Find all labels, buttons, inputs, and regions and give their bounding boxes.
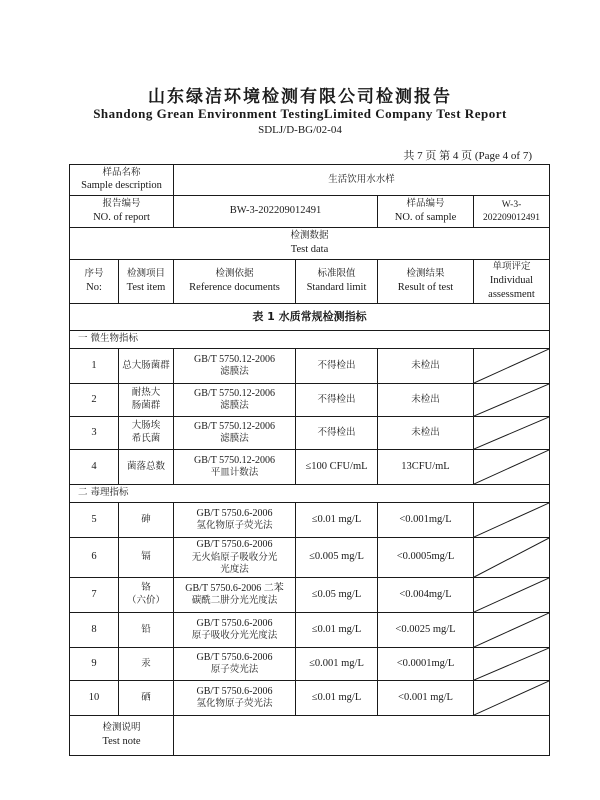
table-row [70, 681, 550, 716]
standard-limit: ≤0.01 mg/L [296, 681, 378, 716]
reference-method: GB/T 5750.6-2006 原子吸收分光光度法 [174, 613, 296, 648]
test-item: 镉 [119, 538, 174, 578]
test-data-label: 检测数据 Test data [70, 228, 550, 260]
test-result: <0.001mg/L [378, 503, 474, 538]
standard-limit: ≤0.01 mg/L [296, 503, 378, 538]
section-row-toxicological [70, 485, 550, 503]
col-header-result: 检测结果 Result of test [378, 260, 474, 304]
row-number: 9 [70, 648, 119, 681]
assessment-blank-cell [474, 538, 550, 578]
table-row [70, 503, 550, 538]
diagonal-line [474, 681, 549, 715]
col-header-assessment: 单项评定 Individual assessment [474, 260, 550, 304]
col-header-reference: 检测依据 Reference documents [174, 260, 296, 304]
note-label: 检测说明 Test note [70, 716, 174, 756]
row-number: 3 [70, 417, 119, 450]
reference-method: GB/T 5750.6-2006 氢化物原子荧光法 [174, 681, 296, 716]
test-result: 未检出 [378, 349, 474, 384]
standard-limit: ≤0.05 mg/L [296, 578, 378, 613]
diagonal-line [474, 450, 549, 484]
sample-number-value: W-3-202209012491 [474, 196, 550, 228]
table-row [70, 648, 550, 681]
test-result: <0.004mg/L [378, 578, 474, 613]
assessment-blank-cell [474, 503, 550, 538]
table-row [70, 613, 550, 648]
standard-limit: ≤0.001 mg/L [296, 648, 378, 681]
test-item: 耐热大 肠菌群 [119, 384, 174, 417]
row-number: 1 [70, 349, 119, 384]
reference-method: GB/T 5750.6-2006 二苯 碳酰二肼分光光度法 [174, 578, 296, 613]
standard-limit: 不得检出 [296, 384, 378, 417]
test-item: 总大肠菌群 [119, 349, 174, 384]
reference-method: GB/T 5750.6-2006 无火焰原子吸收分光 光度法 [174, 538, 296, 578]
row-number: 5 [70, 503, 119, 538]
row-number: 2 [70, 384, 119, 417]
page-info: 共 7 页 第 4 页 (Page 4 of 7) [403, 150, 532, 162]
col-header-limit: 标准限值 Standard limit [296, 260, 378, 304]
reference-method: GB/T 5750.12-2006 滤膜法 [174, 384, 296, 417]
sample-description-value: 生活饮用水水样 [174, 165, 550, 196]
test-result: <0.0005mg/L [378, 538, 474, 578]
toxicological-rows [70, 503, 550, 716]
diagonal-line [474, 384, 549, 416]
test-item: 砷 [119, 503, 174, 538]
assessment-blank-cell [474, 417, 550, 450]
test-item: 铅 [119, 613, 174, 648]
test-item: 汞 [119, 648, 174, 681]
table-row [70, 417, 550, 450]
reference-method: GB/T 5750.12-2006 滤膜法 [174, 349, 296, 384]
note-row [70, 716, 550, 756]
row-number: 8 [70, 613, 119, 648]
diagonal-line [474, 613, 549, 647]
row-number: 6 [70, 538, 119, 578]
table-row [70, 578, 550, 613]
note-value [174, 716, 550, 756]
test-item: 硒 [119, 681, 174, 716]
microbial-rows [70, 349, 550, 485]
standard-limit: ≤0.01 mg/L [296, 613, 378, 648]
test-result: <0.0001mg/L [378, 648, 474, 681]
standard-limit: ≤100 CFU/mL [296, 450, 378, 485]
col-header-item: 检测项目 Test item [119, 260, 174, 304]
standard-limit: 不得检出 [296, 417, 378, 450]
reference-method: GB/T 5750.12-2006 滤膜法 [174, 417, 296, 450]
reference-method: GB/T 5750.12-2006 平皿计数法 [174, 450, 296, 485]
table-row [70, 450, 550, 485]
test-item: 铬 （六价） [119, 578, 174, 613]
report-number-row [70, 196, 550, 228]
reference-method: GB/T 5750.6-2006 氢化物原子荧光法 [174, 503, 296, 538]
row-number: 7 [70, 578, 119, 613]
table-title: 表 1 水质常规检测指标 [70, 304, 550, 331]
diagonal-line [474, 578, 549, 612]
table-title-row [70, 304, 550, 331]
assessment-blank-cell [474, 681, 550, 716]
test-result: <0.0025 mg/L [378, 613, 474, 648]
diagonal-line [474, 503, 549, 537]
table-row [70, 349, 550, 384]
test-result: 未检出 [378, 417, 474, 450]
section-row-microbial [70, 331, 550, 349]
test-result: 未检出 [378, 384, 474, 417]
test-result: <0.001 mg/L [378, 681, 474, 716]
test-data-row [70, 228, 550, 260]
table-row [70, 384, 550, 417]
assessment-blank-cell [474, 613, 550, 648]
report-table [69, 164, 550, 756]
reference-method: GB/T 5750.6-2006 原子荧光法 [174, 648, 296, 681]
assessment-blank-cell [474, 450, 550, 485]
assessment-blank-cell [474, 648, 550, 681]
standard-limit: ≤0.005 mg/L [296, 538, 378, 578]
test-item: 大肠埃 希氏菌 [119, 417, 174, 450]
report-title-en: Shandong Grean Environment TestingLimited Company Test Report [93, 106, 507, 121]
assessment-blank-cell [474, 349, 550, 384]
report-number-label: 报告编号 NO. of report [70, 196, 174, 228]
row-number: 4 [70, 450, 119, 485]
assessment-blank-cell [474, 578, 550, 613]
diagonal-line [474, 417, 549, 449]
section-microbial: 一 微生物指标 [70, 331, 550, 349]
assessment-blank-cell [474, 384, 550, 417]
table-row [70, 538, 550, 578]
diagonal-line [474, 648, 549, 680]
sample-number-label: 样品编号 NO. of sample [378, 196, 474, 228]
document-code: SDLJ/D-BG/02-04 [258, 124, 342, 136]
standard-limit: 不得检出 [296, 349, 378, 384]
row-number: 10 [70, 681, 119, 716]
sample-description-row [70, 165, 550, 196]
col-header-no: 序号 No: [70, 260, 119, 304]
column-header-row [70, 260, 550, 304]
report-title-cn: 山东绿洁环境检测有限公司检测报告 [148, 87, 452, 107]
sample-description-label: 样品名称 Sample description [70, 165, 174, 196]
diagonal-line [474, 538, 549, 577]
test-item: 菌落总数 [119, 450, 174, 485]
section-toxicological: 二 毒理指标 [70, 485, 550, 503]
test-result: 13CFU/mL [378, 450, 474, 485]
report-number-value: BW-3-202209012491 [174, 196, 378, 228]
diagonal-line [474, 349, 549, 383]
